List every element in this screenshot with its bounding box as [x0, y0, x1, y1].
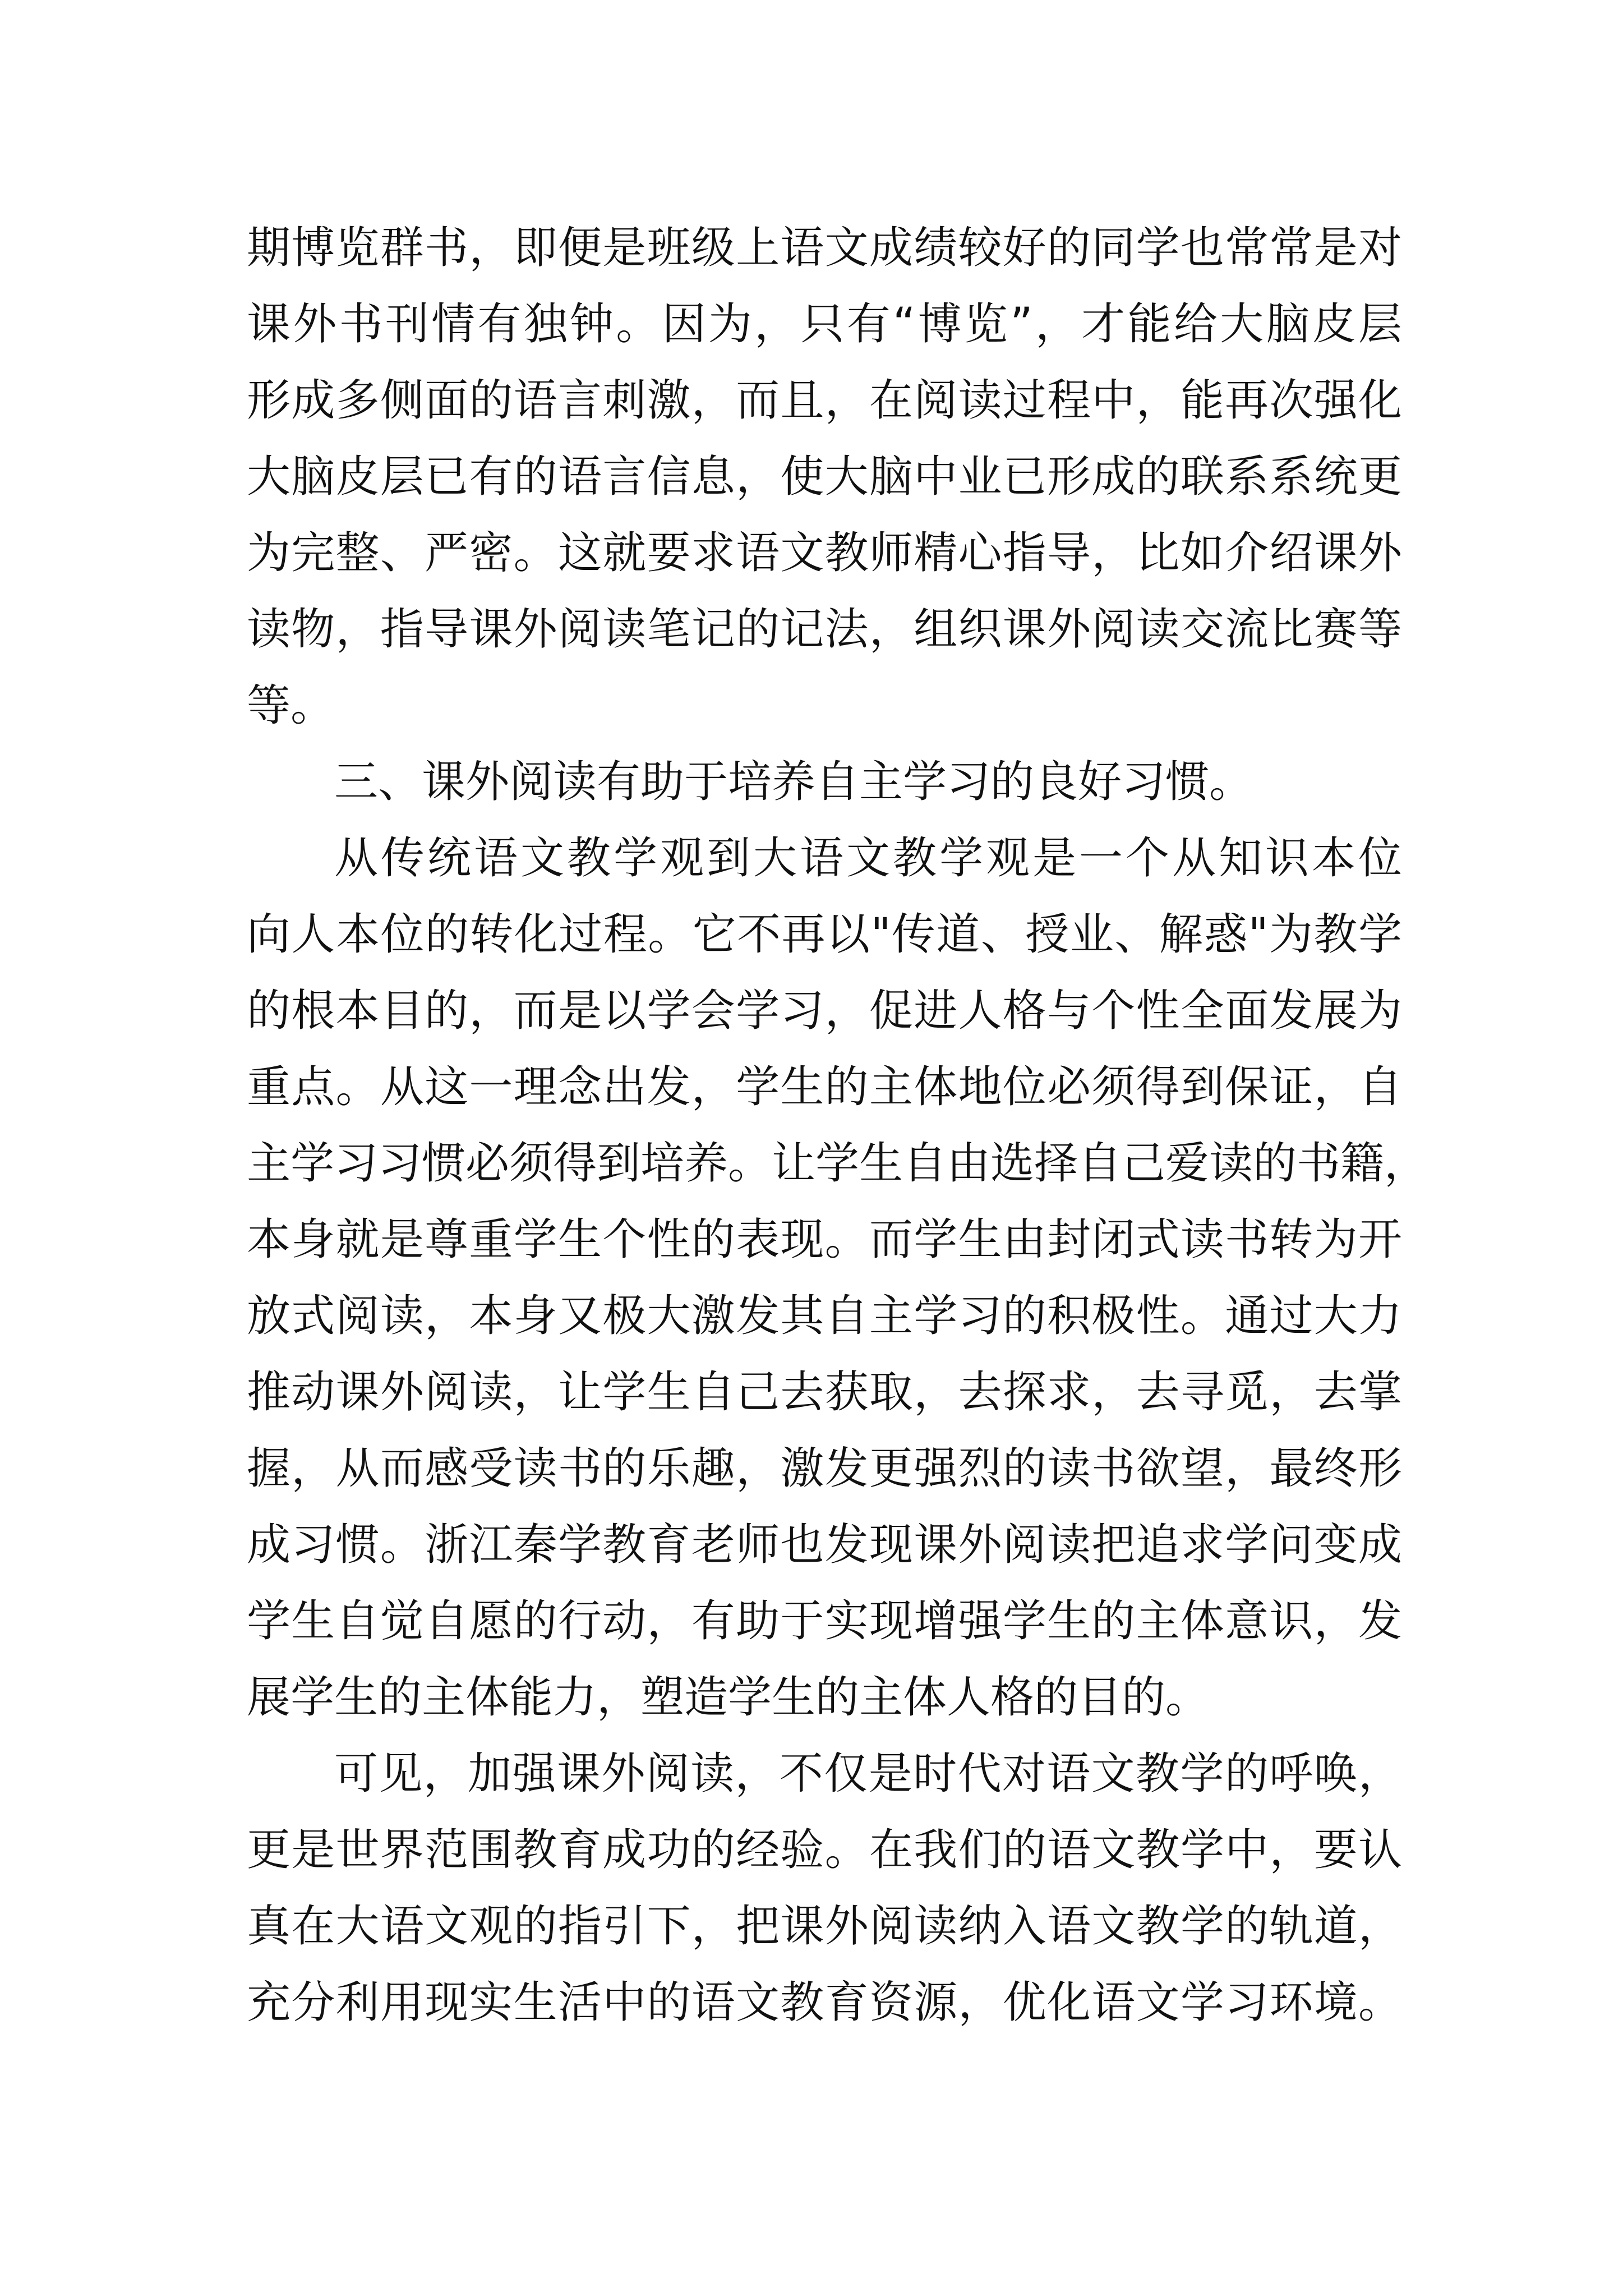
text-line: 真在大语文观的指引下，把课外阅读纳入语文教学的轨道， [247, 1901, 1402, 1952]
text-line: 为完整、严密。这就要求语文教师精心指导，比如介绍课外 [247, 528, 1402, 578]
text-line: 的根本目的，而是以学会学习，促进人格与个性全面发展为 [247, 986, 1402, 1036]
text-line: 更是世界范围教育成功的经验。在我们的语文教学中，要认 [247, 1825, 1402, 1875]
text-line: 握，从而感受读书的乐趣，激发更强烈的读书欲望，最终形 [247, 1443, 1402, 1494]
text-line: 形成多侧面的语言刺激，而且，在阅读过程中，能再次强化 [247, 375, 1402, 426]
text-line: 等。 [247, 680, 335, 731]
text-line: 读物，指导课外阅读笔记的记法，组织课外阅读交流比赛等 [247, 604, 1402, 655]
text-line: 本身就是尊重学生个性的表现。而学生由封闭式读书转为开 [247, 1214, 1402, 1265]
text-line: 重点。从这一理念出发，学生的主体地位必须得到保证，自 [247, 1062, 1402, 1112]
text-line: 推动课外阅读，让学生自己去获取，去探求，去寻觅，去掌 [247, 1367, 1402, 1418]
text-line: 成习惯。浙江秦学教育老师也发现课外阅读把追求学问变成 [247, 1520, 1402, 1570]
text-line: 充分利用现实生活中的语文教育资源，优化语文学习环境。 [247, 1977, 1402, 2028]
body-text [247, 210, 1428, 2041]
text-line: 三、课外阅读有助于培养自主学习的良好习惯。 [334, 757, 1253, 807]
text-line: 主学习习惯必须得到培养。让学生自由选择自己爱读的书籍， [247, 1138, 1428, 1189]
text-line: 展学生的主体能力，塑造学生的主体人格的目的。 [247, 1672, 1210, 1723]
text-line: 学生自觉自愿的行动，有助于实现增强学生的主体意识，发 [247, 1596, 1402, 1646]
text-line: 从传统语文教学观到大语文教学观是一个从知识本位 [334, 833, 1402, 884]
text-line: 可见，加强课外阅读，不仅是时代对语文教学的呼唤， [334, 1749, 1402, 1799]
text-line: 向人本位的转化过程。它不再以"传道、授业、解惑"为教学 [247, 909, 1402, 960]
text-line: 期博览群书，即便是班级上语文成绩较好的同学也常常是对 [247, 223, 1402, 273]
text-line: 放式阅读，本身又极大激发其自主学习的积极性。通过大力 [247, 1291, 1402, 1341]
text-line: 大脑皮层已有的语言信息，使大脑中业已形成的联系系统更 [247, 452, 1402, 502]
text-line: 课外书刊情有独钟。因为，只有“博览”，才能给大脑皮层 [247, 299, 1402, 349]
